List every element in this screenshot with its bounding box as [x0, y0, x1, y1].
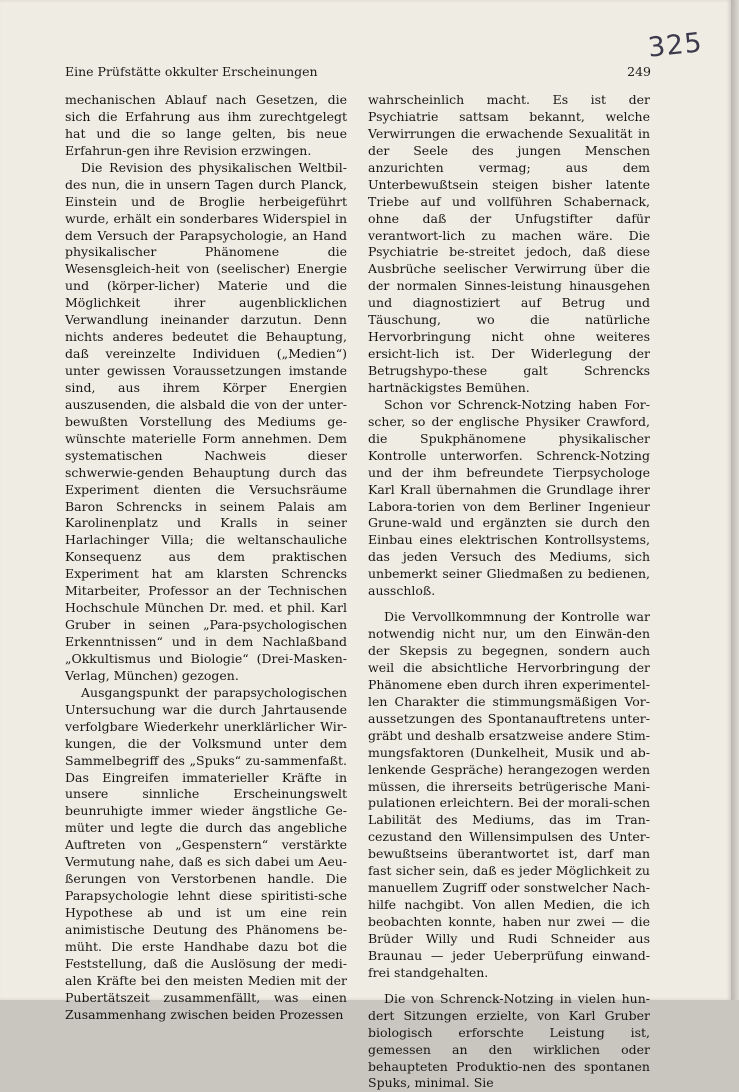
text-line: imstande sind, aus ihrem Körper Energien [65, 363, 347, 395]
text-line: müssen, die ihrerseits betrügerische Mani-​ [368, 778, 650, 794]
text-line: wald und ergänzten sie durch den Einbau [368, 515, 650, 548]
text-line: Nachlaßband „Okkultismus und Biologie“ [65, 634, 347, 666]
text-line: und die so lange gelten, bis neue Erfahrun-​ [65, 125, 347, 158]
text-line: dem praktischen Experiment hat am klarsten [65, 549, 347, 582]
text-line: dienten die Versuchsräume Baron Schrencks [65, 481, 347, 514]
text-line: (Drei-Masken-Verlag, München) gezogen. [65, 650, 347, 683]
text-line: sche Hypothese ab und ist um eine rein [65, 888, 347, 920]
page-number: 249 [627, 64, 651, 79]
text-line: lich zu machen wäre. Die Psychiatrie be-​ [368, 227, 650, 260]
text-line: den der Skepsis zu begegnen, sondern auch [368, 626, 650, 658]
text-line: systematischen Nachweis dieser schwerwie-​ [65, 447, 347, 480]
text-line: darzutun. Denn nichts anderes bedeutet die [65, 312, 347, 345]
text-line: fast sicher sein, daß es jeder Möglichkeit zu [368, 863, 650, 879]
text-line: kungen, die der Volksmund unter dem [65, 735, 347, 751]
handwritten-page-stamp: 325 [646, 27, 705, 64]
text-line: war notwendig nicht nur, um den Einwän-​ [368, 609, 650, 642]
text-line: („Medien“) unter gewissen Voraussetzungen [65, 346, 347, 378]
text-line: Sammelbegriff des „Spuks“ zu-​ [65, 752, 265, 768]
paragraph [368, 609, 650, 982]
text-line: schen Labilität des Mediums, das im Tran-​ [368, 795, 650, 828]
text-line: Ausgangspunkt der parapsychologischen [81, 684, 347, 700]
text-line: Die von Schrenck-Notzing in vielen hun-​ [384, 990, 650, 1006]
text-line: Auftreten von „Gespenstern“ verstärkte [65, 837, 347, 853]
text-line: Pubertätszeit zusammenfällt, was einen [65, 989, 347, 1005]
text-line: Schon vor Schrenck-Notzing haben For-​ [384, 396, 650, 412]
paragraph [65, 92, 347, 160]
text-line: dert Sitzungen erzielte, von Karl Gruber [368, 1007, 650, 1023]
text-line: wünschte materielle Form annehmen. Dem [65, 430, 347, 446]
text-line: Parapsychologie lehnt diese spiritisti-​ [65, 888, 319, 904]
text-line: torien von dem Berliner Ingenieur Grune-​ [368, 498, 650, 531]
text-line: Schrencks Mitarbeiter, Professor an der [65, 566, 347, 599]
text-line: Einstein und de Broglie herbeigeführt [65, 193, 347, 209]
text-line: Vermutung nahe, daß es sich dabei um Aeu-​ [65, 854, 347, 870]
text-line: et phil. Karl Gruber in seinen „Para-​ [65, 600, 348, 633]
text-line: frei standgehalten. [368, 964, 489, 980]
text-line: den wirklichen oder behaupteten Produktio-​ [368, 1041, 650, 1074]
text-line: manuellem Zugriff oder sonstwelcher Nach-​ [368, 880, 650, 896]
text-line: heit von (seelischer) Energie und (körper-​ [65, 261, 347, 294]
text-line: verfolgbare Wiederkehr unerklärlicher Wir-​ [65, 718, 347, 734]
text-line: Die Vervollkommnung der Kontrolle [384, 609, 626, 625]
text-line: gen ihre Revision erzwingen. [126, 142, 312, 158]
text-line: weltanschauliche Konsequenz aus [65, 532, 347, 565]
text-line: jungen Menschen anzurichten vermag; aus [368, 142, 650, 175]
text-line: wahrscheinlich macht. Es ist der Psychiatrie [368, 92, 650, 124]
text-line: beobachten konnte, haben nur zwei — die [368, 914, 650, 929]
text-line: Technischen Hochschule München Dr. med. [65, 583, 347, 616]
text-line: eines elektrischen Kontrollsystems, das jeden [368, 532, 650, 565]
text-line: Betrug und Täuschung, wo die natürliche [368, 295, 650, 328]
text-line: des nun, die in unsern Tagen durch Planck, [65, 176, 347, 192]
paragraph [368, 397, 650, 600]
text-line: unterworfen. Schrenck-Notzing und der ihm [368, 447, 650, 480]
text-line: bewußten Vorstellung des Mediums ge-​ [65, 413, 347, 429]
text-line: augenblicklichen Verwandlung ineinander [65, 295, 347, 328]
text-line: animistische Deutung des Phänomens be-​ [65, 921, 347, 937]
text-line: Spukphänomene physikalischer Kontrolle [368, 430, 650, 463]
text-line: genden Behauptung durch das Experiment [65, 464, 347, 497]
text-line: Kralls in seiner Harlachinger Villa; die [65, 515, 347, 548]
text-line: Braunau — jeder Ueberprüfung einwand-​ [368, 947, 650, 963]
text-line: sattsam bekannt, welche Verwirrungen die [368, 108, 650, 141]
text-line: Verwirrung über die der normalen Sinnes-​ [368, 261, 650, 294]
text-line: Feststellung, daß die Auslösung der medi-​ [65, 955, 347, 971]
text-line: Brüder Willy und Rudi Schneider aus [368, 930, 650, 946]
page-edge [731, 0, 739, 1000]
text-line: psychologischen Erkenntnissen“ und in dem [65, 617, 347, 649]
right-text-column [368, 92, 650, 1092]
text-line: weil die absichtliche Hervorbringung der [368, 659, 650, 675]
text-line: Behauptung, daß vereinzelte Individuen [65, 329, 347, 362]
text-line: erwachende Sexualität in der Seele des [368, 125, 650, 158]
text-line: alen Kräfte bei den meisten Medien mit der [65, 972, 347, 988]
text-line: hilfe nachgibt. Von allen Medien, die ich [368, 897, 650, 913]
running-title: Eine Prüfstätte okkulter Erscheinungen [65, 64, 318, 79]
text-line: auszusenden, die alsbald die von der unter-​ [65, 396, 347, 412]
text-line: mechanischen Ablauf nach Gesetzen, die sich [65, 92, 347, 124]
text-line: Kräfte in unsere sinnliche Erscheinungswelt [65, 769, 347, 802]
paragraph [65, 160, 347, 685]
paragraph [368, 991, 650, 1092]
text-line: beunruhigte immer wieder ängstliche Ge-​ [65, 803, 347, 819]
text-line: leistung hinausgehen und diagnostiziert auf [368, 278, 650, 311]
text-line: befreundete Tierpsychologe Karl Krall [368, 464, 650, 497]
text-line: len Charakter die stimmungsmäßigen Vor-​ [368, 693, 650, 709]
text-line: aussetzungen des Spontanauftretens unter-​ [368, 710, 650, 726]
text-line: Phänomene eben durch ihren experimentel-​ [368, 676, 650, 692]
text-line: bewußtseins überantwortet ist, darf man [368, 846, 650, 862]
text-line: Die Revision des physikalischen Weltbil-​ [81, 159, 347, 175]
left-text-column [65, 92, 347, 1024]
text-line: Versuch des Mediums, sich unbemerkt seiner [368, 549, 650, 582]
text-line: gräbt und deshalb ersatzweise andere Stim-​ [368, 727, 650, 743]
text-line: Gliedmaßen zu bedienen, ausschloß. [368, 566, 650, 599]
text-line: Untersuchung war die durch Jahrtausende [65, 701, 347, 717]
text-line: lich ist. Der Widerlegung der Betrugshypo-​ [368, 346, 650, 378]
text-line: lenkende Gespräche) herangezogen werden [368, 761, 650, 777]
text-line: dem Unterbewußtsein steigen bisher latente [368, 159, 650, 192]
text-line: streitet jedoch, daß diese Ausbrüche seelischer [368, 244, 650, 277]
text-line: Zusammenhang zwischen beiden Prozessen [65, 1006, 344, 1022]
text-line: licher) Materie und die Möglichkeit ihrer [65, 278, 347, 311]
text-line: physikalischer Phänomene die Wesensgleich-​ [65, 244, 347, 277]
text-line: Triebe auf und vollführen Schabernack, [368, 193, 650, 209]
text-line: übernahmen die Grundlage ihrer Labora-​ [368, 481, 650, 514]
paragraph [368, 92, 650, 397]
text-line: nen des spontanen Spuks, minimal. Sie [368, 1058, 650, 1091]
text-line: ßerungen von Verstorbenen handle. Die [65, 871, 347, 887]
text-line: these galt Schrencks hartnäckigstes Bemühen. [368, 363, 650, 395]
text-line: sammenfaßt. Das Eingreifen immaterieller [65, 752, 347, 785]
text-line: Hervorbringung nicht ohne weiteres ersicht-​ [368, 329, 650, 362]
text-line: scher, so der englische Physiker Crawford, die [368, 413, 650, 446]
text-line: müter und legte die durch das angebliche [65, 820, 347, 836]
text-line: ohne daß der Unfugstifter dafür verantwort-​ [368, 210, 650, 243]
text-line: die Erfahrung aus ihm zurechtgelegt hat [65, 108, 348, 141]
text-line: in seinem Palais am Karolinenplatz und [65, 498, 347, 531]
text-line: mungsfaktoren (Dunkelheit, Musik und ab-​ [368, 744, 650, 760]
text-line: pulationen erleichtern. Bei der morali-​ [368, 795, 614, 811]
text-line: dem Versuch der Parapsychologie, an Hand [65, 227, 347, 243]
text-line: müht. Die erste Handhabe dazu bot die [65, 938, 347, 954]
paragraph [65, 685, 347, 1024]
text-line: wurde, erhält ein sonderbares Widerspiel in [65, 210, 347, 226]
text-line: biologisch erforschte Leistung ist, gemessen an [368, 1024, 650, 1057]
text-line: cezustand den Willensimpulsen des Unter-​ [368, 829, 650, 845]
